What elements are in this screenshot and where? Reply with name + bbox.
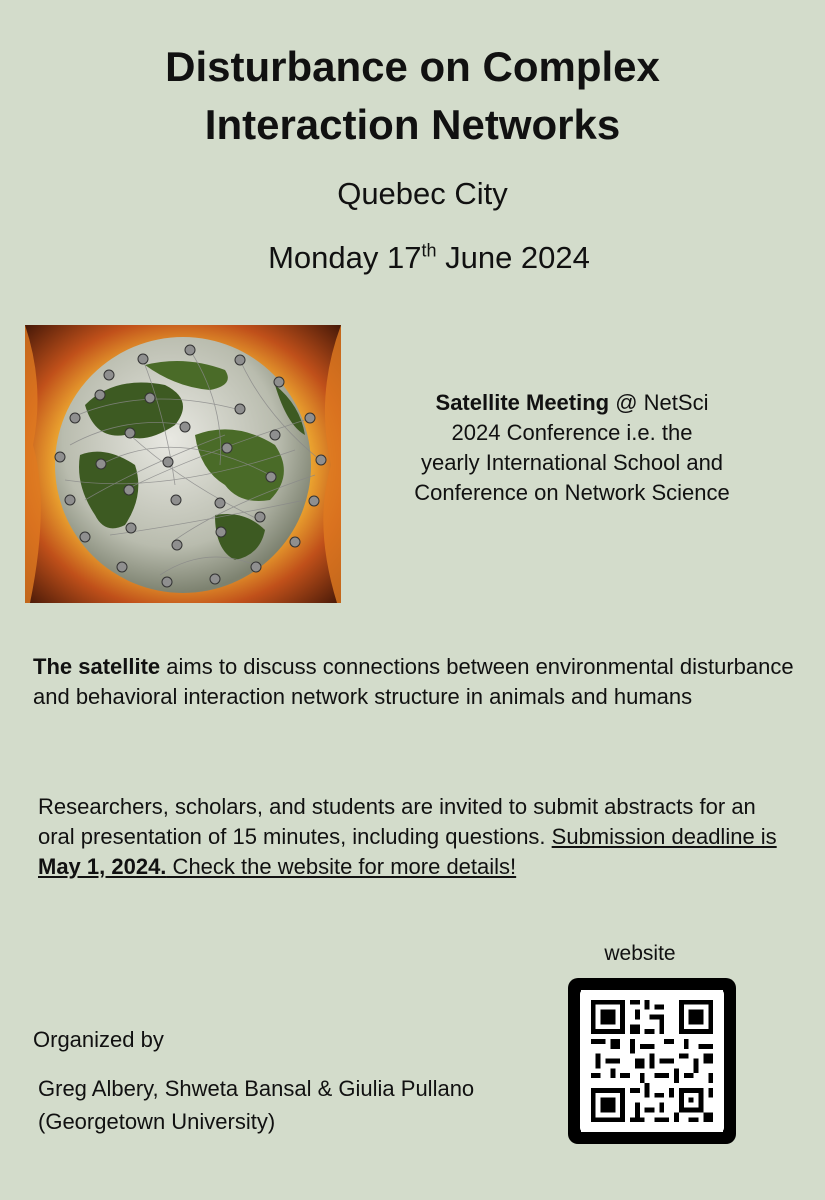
- title-line-1: Disturbance on Complex: [165, 43, 660, 90]
- poster-title: [0, 38, 825, 154]
- date-suffix: June 2024: [436, 240, 590, 275]
- title-line-2: Interaction Networks: [204, 101, 621, 148]
- satellite-meeting-rest: @ NetSci: [609, 390, 709, 415]
- invite-text: Researchers, scholars, and students are invited to submit abstracts for an oral presentation of 15 minutes, including questions.: [38, 794, 756, 849]
- qr-label: website: [604, 942, 676, 965]
- satellite-meeting-description: [372, 388, 772, 508]
- qr-code-area: [580, 990, 724, 1132]
- event-date: [0, 240, 825, 276]
- aims-bold: The satellite: [33, 654, 161, 679]
- deadline-prefix: Submission deadline is: [551, 824, 777, 849]
- website-note: Check the website for more details!: [166, 854, 517, 879]
- event-city: Quebec City: [337, 176, 508, 211]
- satellite-meeting-bold: Satellite Meeting: [435, 390, 610, 415]
- qr-code-icon: [580, 990, 724, 1132]
- satellite-meeting-line2: 2024 Conference i.e. the: [451, 420, 693, 445]
- satellite-aims-paragraph: [33, 652, 803, 712]
- organizers-label: Organized by: [33, 1027, 164, 1052]
- globe-network-image: [25, 325, 341, 603]
- date-ordinal: th: [421, 240, 437, 261]
- aims-text: aims to discuss connections between environmental disturbance and behavioral interaction network structure in animals and humans: [33, 654, 794, 709]
- deadline-date: May 1, 2024.: [38, 854, 167, 879]
- organizers-names: Greg Albery, Shweta Bansal & Giulia Pullano (Georgetown University): [38, 1076, 475, 1134]
- call-for-abstracts-paragraph: [38, 792, 798, 882]
- globe-network-illustration: [25, 325, 341, 603]
- date-prefix: Monday 17: [268, 240, 422, 275]
- satellite-meeting-line3: yearly International School and: [420, 450, 724, 475]
- satellite-meeting-line4: Conference on Network Science: [414, 480, 730, 505]
- website-qr-code[interactable]: [568, 978, 736, 1144]
